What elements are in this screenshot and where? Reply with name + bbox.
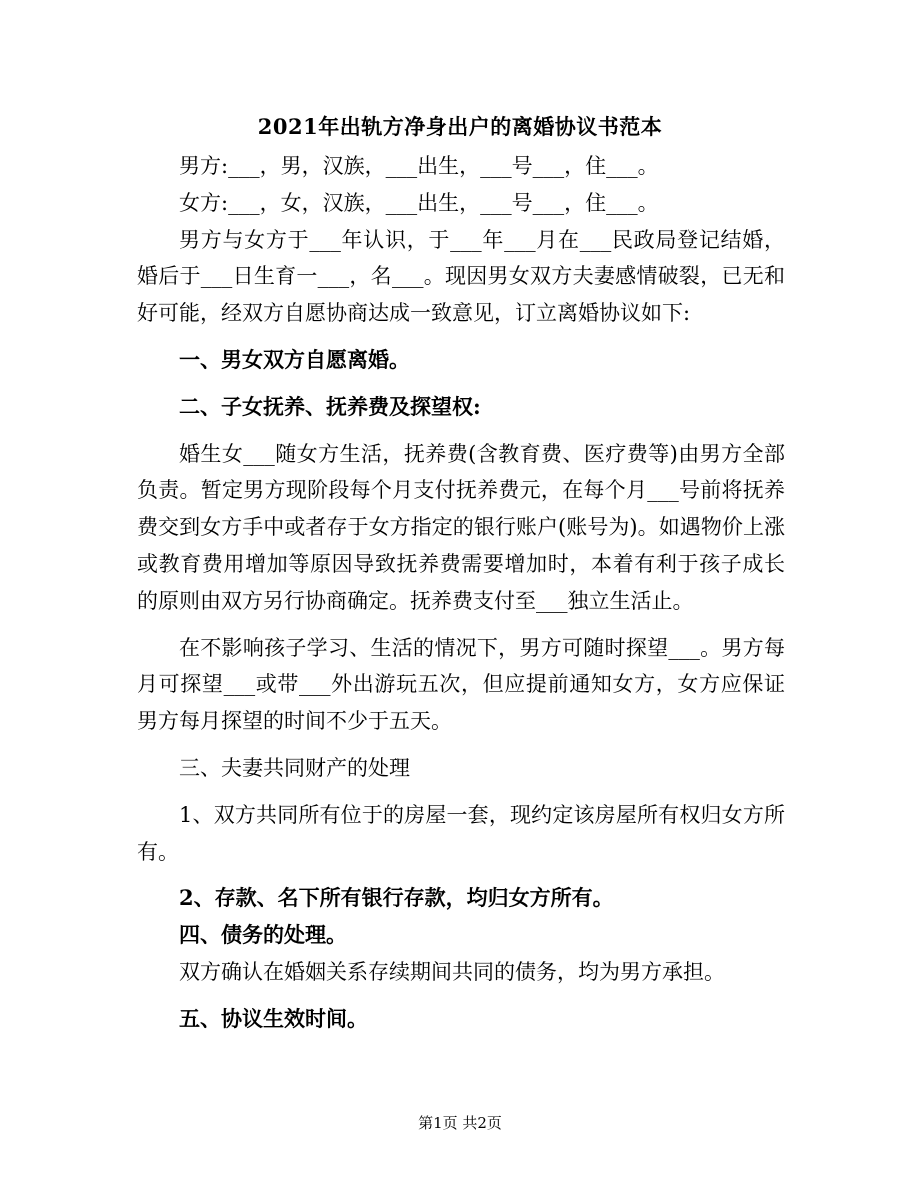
paragraph-property-deposits: 2、存款、名下所有银行存款，均归女方所有。: [179, 885, 614, 911]
paragraph-female-party: 女方:___，女，汉族，___出生，___号___，住___。: [179, 190, 659, 215]
section-heading-3: 三、夫妻共同财产的处理: [179, 755, 410, 780]
paragraph-child-support: 婚生女___随女方生活，抚养费(含教育费、医疗费等)由男方全部负责。暂定男方现阶段每个月支付抚养费元，在每个月___号前将抚养费交到女方手中或者存于女方指定的银行账户(账号为)。如遇物价上涨或教育费用增加等原因导致抚养费需要增加时，本着有利于孩子成长的原则由双方另行协商确定。抚养费支付至___独立生活止。: [137, 441, 785, 613]
section-heading-2: 二、子女抚养、抚养费及探望权:: [179, 393, 481, 419]
paragraph-visitation: 在不影响孩子学习、生活的情况下，男方可随时探望___。男方每月可探望___或带___外出游玩五次，但应提前通知女方，女方应保证男方每月探望的时间不少于五天。: [137, 635, 785, 734]
document-title: 2021年出轨方净身出户的离婚协议书范本: [257, 114, 663, 139]
section-heading-4: 四、债务的处理。: [179, 922, 347, 948]
paragraph-debts: 双方确认在婚姻关系存续期间共同的债务，均为男方承担。: [179, 959, 725, 984]
section-heading-5: 五、协议生效时间。: [179, 1005, 368, 1031]
section-heading-1: 一、男女双方自愿离婚。: [179, 346, 410, 372]
document-body: [137, 148, 785, 1038]
paragraph-intro: 男方与女方于___年认识，于___年___月在___民政局登记结婚，婚后于___日生育一___，名___。现因男女双方夫妻感情破裂，已无和好可能，经双方自愿协商达成一致意见，订立离婚协议如下:: [137, 227, 785, 326]
paragraph-property-house: 1、双方共同所有位于的房屋一套，现约定该房屋所有权归女方所有。: [137, 802, 785, 864]
paragraph-male-party: 男方:___，男，汉族，___出生，___号___，住___。: [179, 154, 659, 178]
page-footer: 第1页 共2页: [418, 1114, 502, 1132]
